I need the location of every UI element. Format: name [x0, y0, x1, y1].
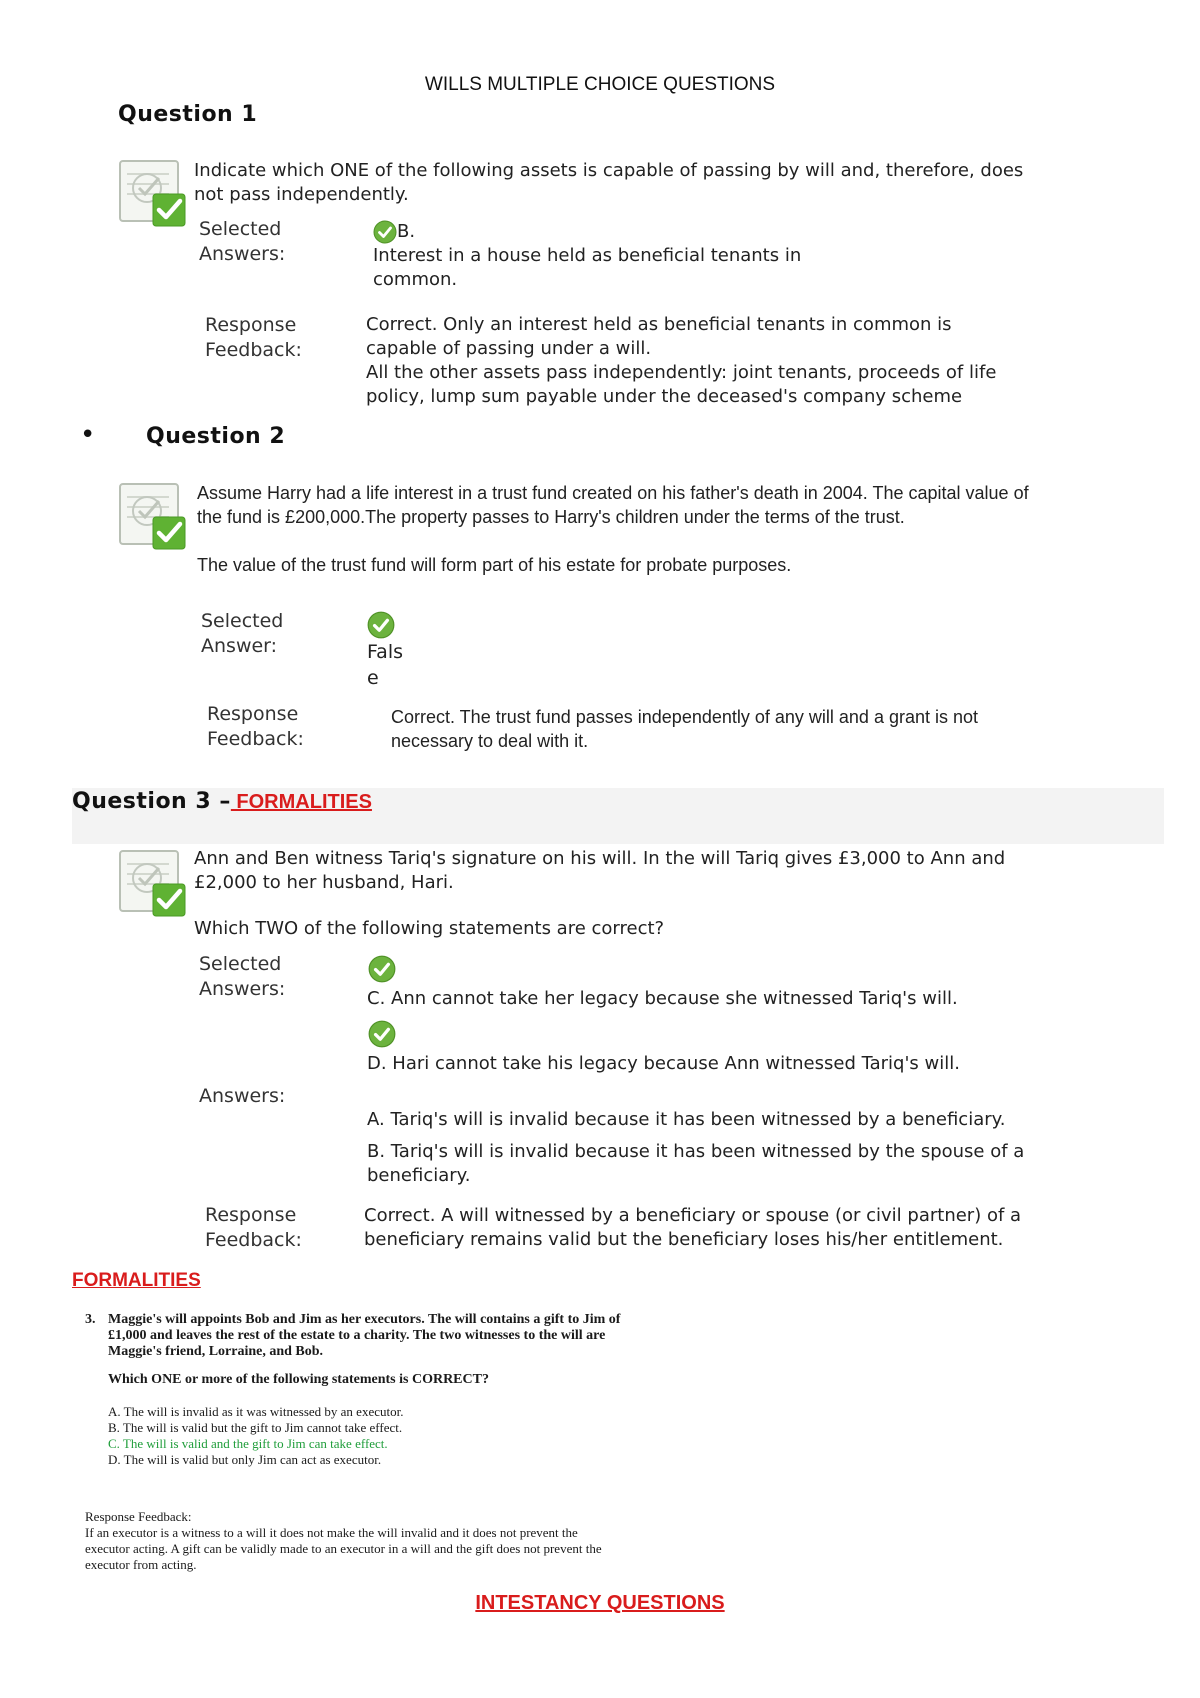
option-b: B. The will is valid but the gift to Jim cannot take effect. — [108, 1420, 403, 1435]
selected-answer-c: C. Ann cannot take her legacy because she witnessed Tariq's will. — [367, 988, 958, 1009]
feedback-line: necessary to deal with it. — [391, 731, 589, 751]
graded-correct-icon — [117, 848, 189, 920]
answer-line: common. — [373, 269, 458, 290]
prompt-line: The value of the trust fund will form part of his estate for probate purposes. — [197, 555, 792, 575]
prompt-line: not pass independently. — [194, 184, 409, 205]
question-line: £1,000 and leaves the rest of the estate to a charity. The two witnesses to the will are — [108, 1328, 606, 1343]
feedback-line: If an executor is a witness to a will it does not make the will invalid and it does not prevent the — [85, 1525, 578, 1540]
label-line: Response — [207, 703, 299, 725]
feedback-line: Correct. The trust fund passes independently of any will and a grant is not — [391, 707, 979, 727]
question-line: Which ONE or more of the following statements is CORRECT? — [108, 1372, 489, 1387]
label-line: Answers: — [199, 243, 286, 265]
label-line: Selected — [199, 953, 282, 975]
label-line: Answer: — [201, 635, 278, 657]
answer-line: e — [367, 667, 379, 689]
formalities-question-number: 3. — [85, 1312, 96, 1327]
label-line: Selected — [199, 218, 282, 240]
question-1-selected-answer — [373, 220, 801, 292]
formalities-options — [108, 1404, 403, 1468]
selected-answer-d: D. Hari cannot take his legacy because Ann witnessed Tariq's will. — [367, 1053, 960, 1074]
answer-letter: B. — [397, 221, 416, 242]
prompt-line: Ann and Ben witness Tariq's signature on his will. In the will Tariq gives £3,000 to Ann and — [194, 848, 1006, 869]
formalities-tag: FORMALITIES — [230, 791, 372, 813]
label-line: Answers: — [199, 978, 286, 1000]
document-title: WILLS MULTIPLE CHOICE QUESTIONS — [424, 74, 776, 95]
prompt-line: Indicate which ONE of the following assets is capable of passing by will and, therefore, does — [194, 160, 1024, 181]
answer-line: Fals — [367, 641, 404, 663]
question-3-heading — [72, 789, 372, 814]
label-line: Selected — [201, 610, 284, 632]
graded-correct-icon — [117, 481, 189, 553]
selected-answers-label — [199, 952, 285, 1002]
answer-a: A. Tariq's will is invalid because it has been witnessed by a beneficiary. — [367, 1109, 1006, 1130]
question-line: Maggie's will appoints Bob and Jim as her executors. The will contains a gift to Jim of — [108, 1312, 621, 1327]
prompt-line: the fund is £200,000.The property passes to Harry's children under the terms of the trust. — [197, 507, 905, 527]
response-feedback-label — [205, 1203, 302, 1253]
intestacy-heading: INTESTANCY QUESTIONS — [475, 1592, 725, 1614]
formalities-feedback — [85, 1509, 602, 1573]
feedback-line: capable of passing under a will. — [366, 338, 652, 359]
option-a: A. The will is invalid as it was witnessed by an executor. — [108, 1404, 404, 1419]
answer-line: Interest in a house held as beneficial tenants in — [373, 245, 802, 266]
feedback-line: executor from acting. — [85, 1557, 197, 1572]
question-3-feedback — [364, 1204, 1021, 1252]
option-c-correct: C. The will is valid and the gift to Jim can take effect. — [108, 1436, 388, 1451]
question-3-title: Question 3 – — [72, 789, 231, 814]
correct-check-icon — [367, 611, 395, 639]
question-2-heading: Question 2 — [146, 424, 286, 449]
correct-check-icon — [368, 1020, 396, 1048]
answer-line: B. Tariq's will is invalid because it has been witnessed by the spouse of a — [367, 1141, 1025, 1162]
label-line: Feedback: — [205, 339, 302, 361]
label-line: Response — [205, 1204, 297, 1226]
prompt-line: Assume Harry had a life interest in a trust fund created on his father's death in 2004. The capital value of — [197, 483, 1029, 503]
answers-label: Answers: — [199, 1085, 286, 1107]
feedback-line: All the other assets pass independently: joint tenants, proceeds of life — [366, 362, 997, 383]
prompt-line: £2,000 to her husband, Hari. — [194, 872, 454, 893]
formalities-heading: FORMALITIES — [72, 1270, 201, 1291]
feedback-line: Correct. A will witnessed by a beneficiary or spouse (or civil partner) of a — [364, 1205, 1022, 1226]
prompt-line: Which TWO of the following statements are correct? — [194, 918, 665, 939]
formalities-question — [108, 1312, 620, 1388]
feedback-line: policy, lump sum payable under the deceased's company scheme — [366, 386, 963, 407]
response-feedback-label — [207, 702, 304, 752]
question-1-feedback — [366, 313, 996, 409]
question-2-prompt — [197, 481, 1157, 577]
response-feedback-label — [205, 313, 302, 363]
answer-line: beneficiary. — [367, 1165, 471, 1186]
selected-answer-label — [201, 609, 283, 659]
question-2-selected-answer — [367, 611, 403, 691]
question-1-heading: Question 1 — [118, 102, 258, 127]
correct-check-icon — [368, 955, 396, 983]
correct-check-icon — [373, 220, 397, 244]
label-line: Response — [205, 314, 297, 336]
label-line: Feedback: — [205, 1229, 302, 1251]
feedback-line: beneficiary remains valid but the beneficiary loses his/her entitlement. — [364, 1229, 1004, 1250]
feedback-line: executor acting. A gift can be validly made to an executor in a will and the gift does not prevent the — [85, 1541, 602, 1556]
answer-b — [367, 1140, 1024, 1188]
question-line: Maggie's friend, Lorraine, and Bob. — [108, 1344, 324, 1359]
graded-correct-icon — [117, 158, 189, 230]
question-1-prompt — [194, 159, 1023, 207]
feedback-label: Response Feedback: — [85, 1509, 192, 1524]
selected-answers-label — [199, 217, 285, 267]
option-d: D. The will is valid but only Jim can act as executor. — [108, 1452, 382, 1467]
feedback-line: Correct. Only an interest held as beneficial tenants in common is — [366, 314, 952, 335]
question-3-prompt — [194, 847, 1005, 941]
question-2-feedback — [391, 705, 978, 753]
list-bullet: • — [80, 420, 96, 450]
label-line: Feedback: — [207, 728, 304, 750]
